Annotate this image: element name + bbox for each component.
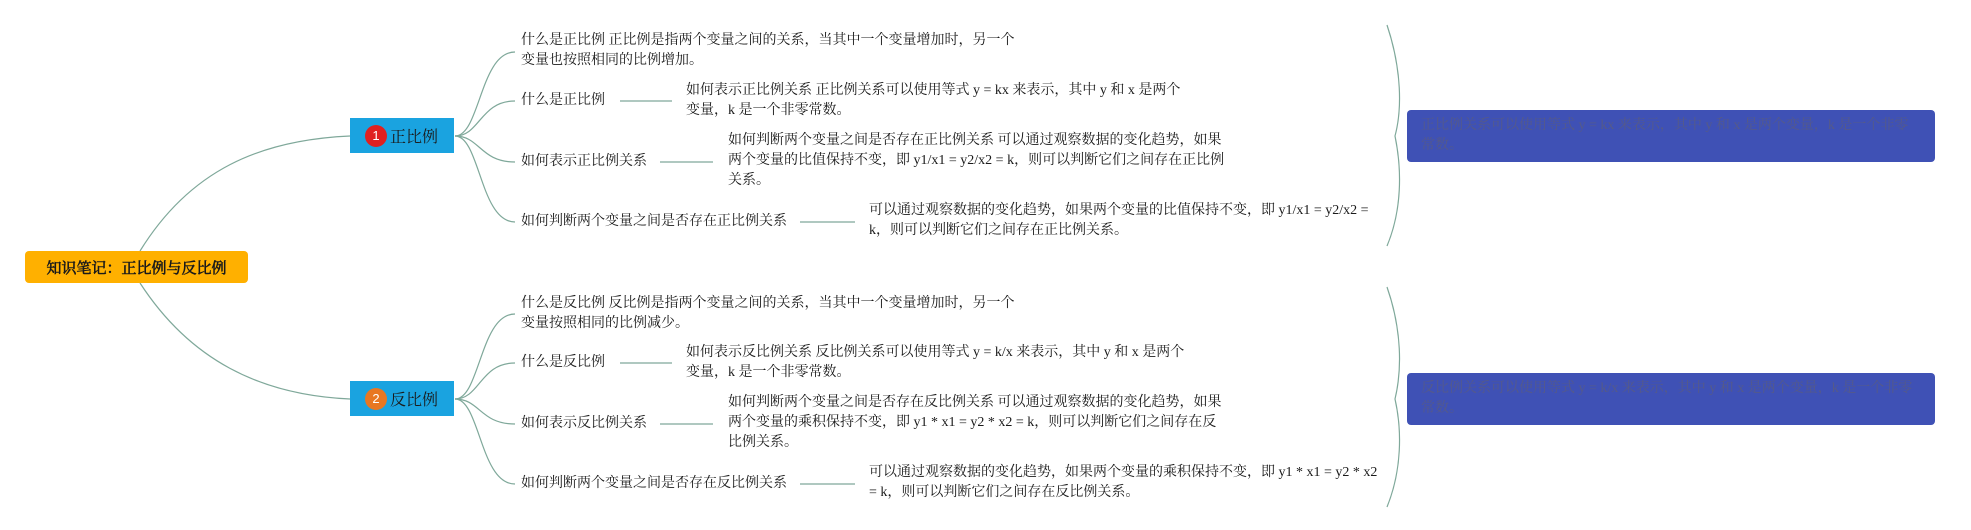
definition-node[interactable]: 什么是正比例 正比例是指两个变量之间的关系，当其中一个变量增加时，另一个变量也按照相同的比例增加。 [521,33,1015,68]
answer-node[interactable]: 如何判断两个变量之间是否存在反比例关系 可以通过观察数据的变化趋势，如果两个变量的乘积保持不变，即 y1 * x1 = y2 * x2 = k，则可以判断它们之间存在反比例关系。 [728,395,1222,450]
edge-b2-def [455,314,515,399]
branch-label: 反比例 [390,390,439,409]
question-node[interactable]: 如何判断两个变量之间是否存在反比例关系 [521,476,787,491]
edge-b1-def [455,52,515,136]
edge-root-branch1 [140,136,350,251]
question-node[interactable]: 什么是正比例 [521,93,605,108]
question-node[interactable]: 如何表示正比例关系 [521,154,647,169]
edge-root-branch2 [140,283,350,399]
question-node[interactable]: 什么是反比例 [521,355,605,370]
answer-node[interactable]: 如何表示反比例关系 反比例关系可以使用等式 y = k/x 来表示，其中 y 和 x 是两个变量，k 是一个非零常数。 [686,345,1185,380]
summary-node[interactable]: 正比例关系可以使用等式 y = kx 来表示，其中 y 和 x 是两个变量，k 是一个非零常数。 [1407,110,1935,162]
question-node[interactable]: 如何表示反比例关系 [521,416,647,431]
answer-node[interactable]: 如何判断两个变量之间是否存在正比例关系 可以通过观察数据的变化趋势，如果两个变量的比值保持不变，即 y1/x1 = y2/x2 = k，则可以判断它们之间存在正比例关系。 [728,133,1225,188]
root-topic[interactable] [25,251,248,283]
edge-b1-q1 [455,101,515,136]
branch-inverse-proportion[interactable] [350,381,454,416]
branch-direct-proportion[interactable] [350,118,454,153]
answer-node[interactable]: 可以通过观察数据的变化趋势，如果两个变量的乘积保持不变，即 y1 * x1 = y2 * x2 = k，则可以判断它们之间存在反比例关系。 [869,465,1378,500]
answer-node[interactable]: 可以通过观察数据的变化趋势，如果两个变量的比值保持不变，即 y1/x1 = y2/x2 = k，则可以判断它们之间存在正比例关系。 [869,203,1369,238]
answer-node[interactable]: 如何表示正比例关系 正比例关系可以使用等式 y = kx 来表示，其中 y 和 x 是两个变量，k 是一个非零常数。 [686,83,1181,118]
branch-label: 正比例 [390,127,439,146]
summary-brace-1 [1387,25,1400,246]
summary-brace-2 [1387,287,1400,507]
definition-node[interactable]: 什么是反比例 反比例是指两个变量之间的关系，当其中一个变量增加时，另一个变量按照相同的比例减少。 [521,296,1015,331]
edge-b2-q3 [455,399,515,484]
number-badge-icon: 1 [365,125,387,147]
question-node[interactable]: 如何判断两个变量之间是否存在正比例关系 [521,214,787,229]
root-title: 知识笔记：正比例与反比例 [46,258,227,277]
edge-b2-q1 [455,363,515,399]
summary-node[interactable]: 反比例关系可以使用等式 y = k/x 来表示，其中 y 和 x 是两个变量，k 是一个非零常数。 [1407,373,1935,425]
edge-b1-q3 [455,136,515,222]
number-badge-icon: 2 [365,388,387,410]
